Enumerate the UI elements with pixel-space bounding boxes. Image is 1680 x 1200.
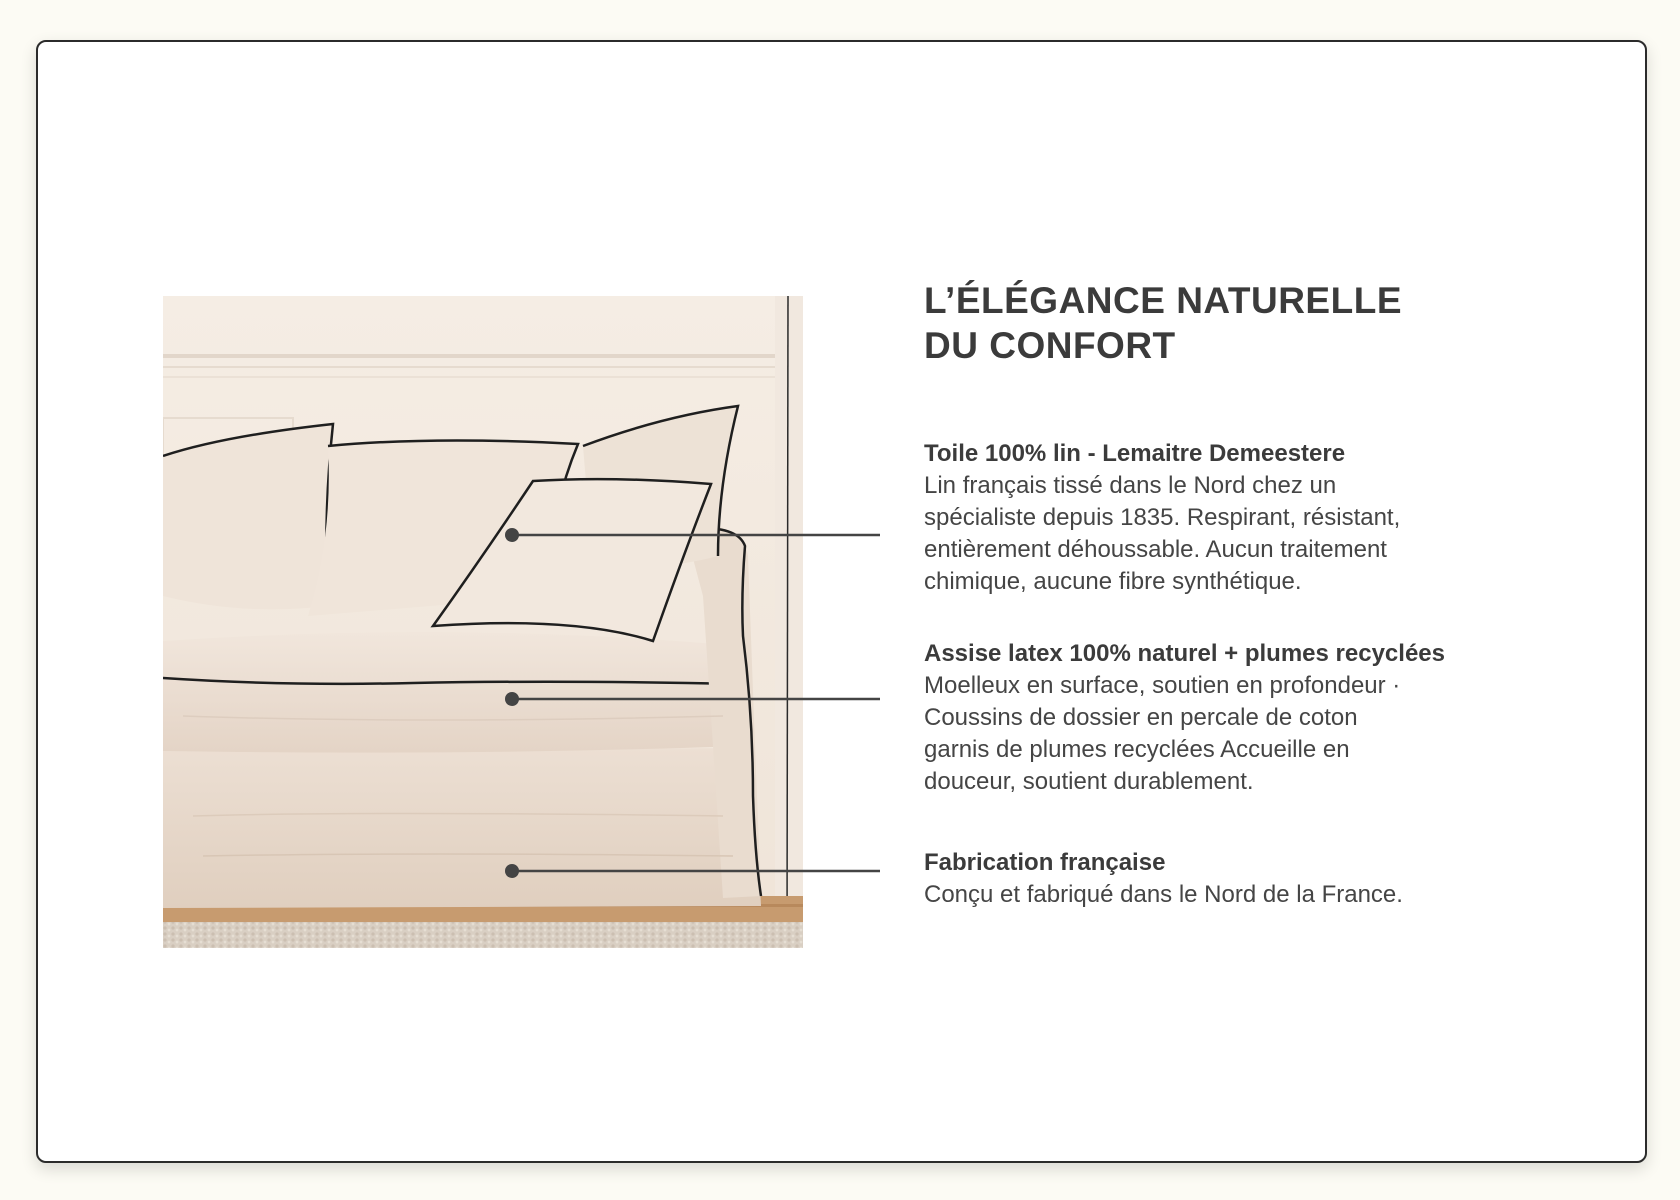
feature-title: Fabrication française [924,849,1166,876]
feature-title: Assise latex 100% naturel + plumes recyclées [924,640,1445,667]
feature-fabric [924,438,1564,598]
page-title-line-1: L’ÉLÉGANCE NATURELLE [924,280,1402,321]
feature-description: Moelleux en surface, soutien en profondeur · Coussins de dossier en percale de coton garnis de plumes recyclées Accueille en douceur, soutient durablement. [924,672,1401,795]
feature-seat [924,638,1564,798]
feature-description: Lin français tissé dans le Nord chez un spécialiste depuis 1835. Respirant, résistant, entièrement déhoussable. Aucun traitement chimique, aucune fibre synthétique. [924,472,1401,595]
sofa-photo [163,296,803,948]
page-title [924,278,1484,368]
feature-made-in-france [924,847,1564,911]
page-title-line-2: DU CONFORT [924,325,1176,366]
feature-title: Toile 100% lin - Lemaitre Demeestere [924,440,1346,467]
feature-description: Conçu et fabriqué dans le Nord de la France. [924,881,1403,908]
